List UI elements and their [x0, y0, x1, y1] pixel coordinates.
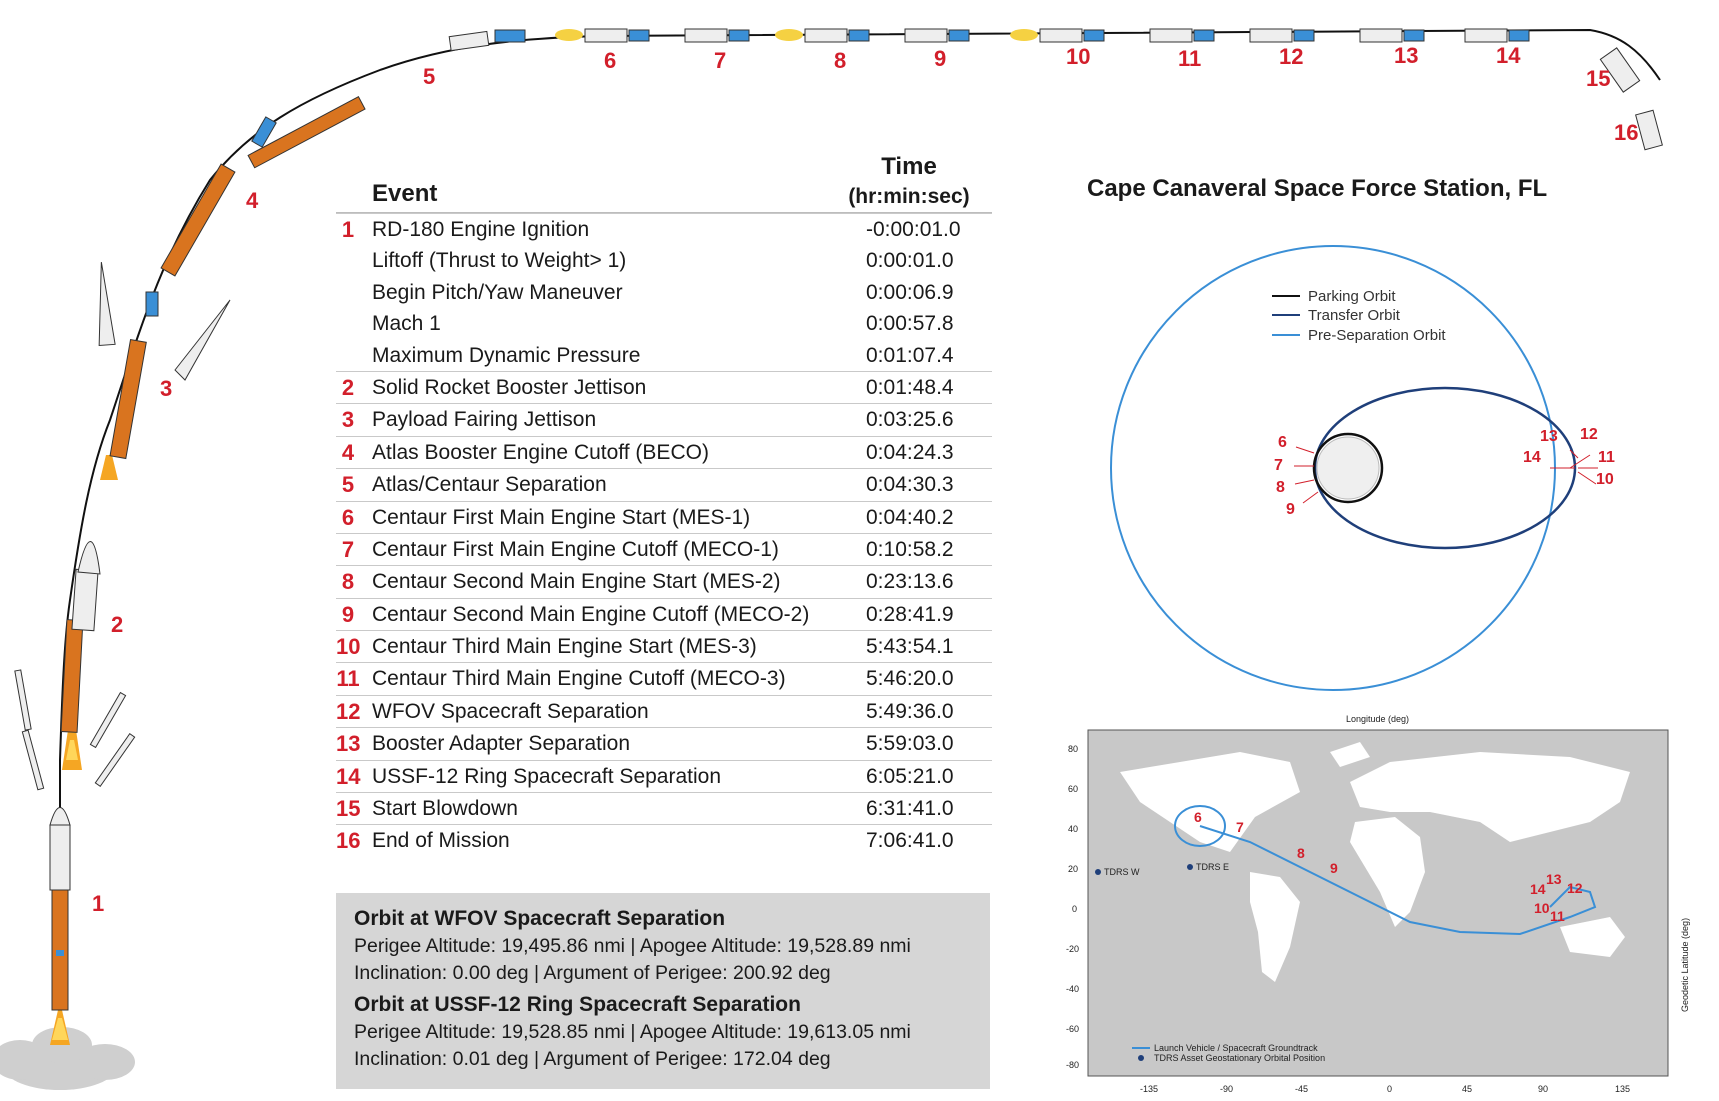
event-row — [336, 565, 992, 597]
event-time: 5:49:36.0 — [866, 699, 954, 723]
spacecraft-payload — [729, 30, 749, 41]
trajectory-label-10: 10 — [1066, 44, 1091, 69]
event-row — [336, 371, 992, 403]
event-label: Centaur Second Main Engine Cutoff (MECO-2) — [372, 602, 810, 626]
event-time: 5:43:54.1 — [866, 635, 954, 659]
svg-text:90: 90 — [1538, 1084, 1549, 1094]
event-number: 7 — [341, 536, 355, 562]
event-time: 0:04:24.3 — [866, 440, 954, 464]
event-time: 0:28:41.9 — [866, 602, 954, 626]
event-label: RD-180 Engine Ignition — [372, 218, 590, 241]
event-label: Solid Rocket Booster Jettison — [372, 375, 647, 399]
svg-text:45: 45 — [1462, 1084, 1473, 1094]
event-label: Centaur Second Main Engine Start (MES-2) — [372, 570, 781, 594]
svg-text:-90: -90 — [1220, 1084, 1234, 1094]
event-time: 6:05:21.0 — [866, 764, 954, 788]
trajectory-label-11: 11 — [1178, 46, 1202, 71]
orbit-diagram-title: Cape Canaveral Space Force Station, FL — [1087, 175, 1548, 202]
event-column-header: Event — [372, 180, 438, 207]
event-row — [336, 245, 992, 276]
map-legend-tdrs: TDRS Asset Geostationary Orbital Position — [1154, 1053, 1326, 1063]
event-label: Centaur Third Main Engine Start (MES-3) — [372, 635, 757, 659]
event-number: 6 — [341, 504, 355, 530]
svg-text:-80: -80 — [1066, 1060, 1080, 1070]
svg-text:-60: -60 — [1066, 1024, 1080, 1034]
event-number: 3 — [341, 407, 355, 433]
orbit-marker-6: 6 — [1278, 434, 1287, 451]
rocket-beco — [161, 117, 276, 276]
ussf-orbit-title: Orbit at USSF-12 Ring Spacecraft Separation — [354, 993, 801, 1016]
centaur-stage — [1150, 29, 1192, 42]
trajectory-label-3: 3 — [160, 376, 173, 401]
centaur-stage — [905, 29, 947, 42]
event-row — [336, 792, 992, 824]
trajectory-label-8: 8 — [834, 48, 847, 73]
map-marker-11: 11 — [1550, 908, 1565, 924]
trajectory-label-1: 1 — [92, 891, 105, 916]
event-label: Centaur First Main Engine Cutoff (MECO-1) — [372, 537, 779, 561]
svg-text:80: 80 — [1068, 744, 1079, 754]
wfov-orbit-title: Orbit at WFOV Spacecraft Separation — [354, 907, 726, 930]
event-time: 0:01:07.4 — [866, 343, 954, 367]
svg-text:-40: -40 — [1066, 984, 1080, 994]
event-row — [336, 403, 992, 435]
event-row — [336, 501, 992, 533]
event-label: Mach 1 — [372, 312, 441, 336]
event-number: 10 — [336, 634, 361, 660]
centaur-upper-stage-series — [555, 29, 1529, 42]
event-number: 15 — [336, 796, 361, 822]
svg-text:40: 40 — [1068, 824, 1079, 834]
event-time: 5:46:20.0 — [866, 667, 954, 691]
event-label: Liftoff (Thrust to Weight> 1) — [372, 249, 627, 273]
event-label: Centaur Third Main Engine Cutoff (MECO-3) — [372, 667, 786, 691]
rocket-liftoff — [50, 808, 70, 1046]
event-table-header — [336, 150, 992, 213]
map-marker-12: 12 — [1567, 880, 1583, 896]
svg-text:60: 60 — [1068, 784, 1079, 794]
svg-text:-20: -20 — [1066, 944, 1080, 954]
centaur-stage — [1465, 29, 1507, 42]
event-row — [336, 533, 992, 565]
centaur-stage — [685, 29, 727, 42]
tdrs-e-label: TDRS E — [1196, 862, 1230, 872]
tdrs-w-label: TDRS W — [1104, 867, 1140, 877]
svg-text:20: 20 — [1068, 864, 1079, 874]
spacecraft-payload — [1404, 30, 1424, 41]
trajectory-label-12: 12 — [1279, 44, 1304, 69]
spacecraft-payload — [1294, 30, 1314, 41]
spacecraft-payload — [1509, 30, 1529, 41]
trajectory-label-2: 2 — [111, 612, 124, 637]
event-label: Atlas/Centaur Separation — [372, 473, 607, 497]
trajectory-label-14: 14 — [1496, 43, 1521, 68]
svg-text:0: 0 — [1387, 1084, 1393, 1094]
wfov-orbit-line2: Inclination: 0.00 deg | Argument of Perigee: 200.92 deg — [354, 962, 831, 984]
event-time: 5:59:03.0 — [866, 732, 954, 756]
orbit-marker-12: 12 — [1580, 426, 1598, 443]
event-time: 6:31:41.0 — [866, 797, 954, 821]
orbit-marker-7: 7 — [1274, 457, 1283, 474]
event-row — [336, 340, 992, 371]
event-row — [336, 662, 992, 694]
centaur-stage — [1360, 29, 1402, 42]
event-label: Booster Adapter Separation — [372, 732, 631, 756]
orbit-marker-9: 9 — [1286, 501, 1295, 518]
event-label: Maximum Dynamic Pressure — [372, 343, 641, 367]
rocket-separation — [248, 30, 525, 168]
time-column-header — [834, 152, 984, 212]
event-row — [336, 468, 992, 500]
event-row — [336, 695, 992, 727]
tdrs-e-dot — [1187, 864, 1193, 870]
event-time: 0:01:48.4 — [866, 375, 954, 399]
legend-preseparation: Pre-Separation Orbit — [1308, 327, 1446, 344]
event-table — [336, 150, 992, 857]
orbit-marker-8: 8 — [1276, 479, 1285, 496]
map-marker-9: 9 — [1330, 860, 1338, 876]
event-number: 12 — [336, 698, 361, 724]
event-row — [336, 824, 992, 856]
event-time: 0:00:06.9 — [866, 280, 954, 304]
time-header-units: (hr:min:sec) — [848, 185, 970, 208]
event-row — [336, 436, 992, 468]
ussf-orbit-line2: Inclination: 0.01 deg | Argument of Perigee: 172.04 deg — [354, 1048, 831, 1070]
event-number: 16 — [336, 828, 361, 854]
legend-parking: Parking Orbit — [1308, 288, 1396, 305]
event-label: Atlas Booster Engine Cutoff (BECO) — [372, 440, 709, 464]
map-y-title: Geodetic Latitude (deg) — [1680, 917, 1690, 1012]
map-y-ticks — [1066, 744, 1079, 1070]
event-time: 0:03:25.6 — [866, 408, 954, 432]
event-label: Payload Fairing Jettison — [372, 408, 597, 432]
map-marker-14: 14 — [1530, 881, 1546, 897]
event-number: 9 — [341, 601, 355, 627]
event-row — [336, 598, 992, 630]
map-x-title: Longitude (deg) — [1346, 714, 1410, 724]
trajectory-label-16: 16 — [1614, 120, 1639, 145]
centaur-stage — [1250, 29, 1292, 42]
engine-flame — [1010, 29, 1038, 41]
trajectory-label-7: 7 — [714, 48, 727, 73]
groundtrack-map — [1050, 712, 1716, 1100]
event-number: 1 — [341, 217, 355, 242]
orbit-marker-13: 13 — [1540, 428, 1558, 445]
event-time: 0:00:57.8 — [866, 312, 954, 336]
map-marker-13: 13 — [1546, 871, 1562, 887]
rocket-fairing-jettison — [93, 262, 230, 480]
wfov-orbit-line1: Perigee Altitude: 19,495.86 nmi | Apogee Altitude: 19,528.89 nmi — [354, 935, 911, 957]
event-row — [336, 308, 992, 339]
event-label: Centaur First Main Engine Start (MES-1) — [372, 505, 751, 529]
rocket-srb-jettison — [15, 541, 135, 789]
tdrs-w-dot — [1095, 869, 1101, 875]
event-table-body — [336, 213, 992, 857]
legend-transfer: Transfer Orbit — [1308, 307, 1400, 324]
event-label: End of Mission — [372, 829, 510, 853]
orbit-info-box — [336, 893, 990, 1089]
event-label: WFOV Spacecraft Separation — [372, 699, 649, 723]
trajectory-label-6: 6 — [604, 48, 617, 73]
svg-text:135: 135 — [1615, 1084, 1631, 1094]
event-row — [336, 760, 992, 792]
earth-icon — [1317, 437, 1379, 499]
svg-text:0: 0 — [1072, 904, 1078, 914]
event-row — [336, 213, 992, 245]
svg-text:-45: -45 — [1295, 1084, 1309, 1094]
event-time: -0:00:01.0 — [866, 218, 961, 241]
spacecraft-payload — [949, 30, 969, 41]
orbit-marker-11: 11 — [1598, 449, 1615, 466]
event-label: Begin Pitch/Yaw Maneuver — [372, 280, 623, 304]
event-time: 0:04:30.3 — [866, 473, 954, 497]
spacecraft-payload — [1194, 30, 1214, 41]
event-time: 0:04:40.2 — [866, 505, 954, 529]
orbit-marker-10: 10 — [1596, 471, 1614, 488]
event-row — [336, 727, 992, 759]
event-time: 0:23:13.6 — [866, 570, 954, 594]
event-number: 8 — [341, 569, 355, 595]
spacecraft-payload — [629, 30, 649, 41]
orbit-diagram — [1100, 240, 1700, 700]
orbit-marker-14: 14 — [1523, 449, 1541, 466]
centaur-stage — [805, 29, 847, 42]
event-number: 2 — [341, 374, 355, 400]
engine-flame — [775, 29, 803, 41]
event-time: 7:06:41.0 — [866, 829, 954, 853]
event-row — [336, 630, 992, 662]
centaur-stage — [585, 29, 627, 42]
engine-flame — [555, 29, 583, 41]
spacecraft-payload — [1084, 30, 1104, 41]
event-time: 0:00:01.0 — [866, 249, 954, 273]
event-row — [336, 277, 992, 308]
event-time: 0:10:58.2 — [866, 537, 954, 561]
trajectory-label-15: 15 — [1586, 66, 1611, 91]
event-number: 5 — [341, 472, 355, 498]
trajectory-label-13: 13 — [1394, 43, 1419, 68]
map-x-ticks — [1140, 1084, 1630, 1094]
trajectory-label-5: 5 — [423, 64, 436, 89]
trajectory-label-9: 9 — [934, 46, 947, 71]
spacecraft-payload — [849, 30, 869, 41]
event-number: 14 — [336, 763, 361, 789]
centaur-stage — [1040, 29, 1082, 42]
svg-text:-135: -135 — [1140, 1084, 1159, 1094]
trajectory-label-4: 4 — [246, 188, 259, 213]
map-marker-8: 8 — [1297, 845, 1305, 861]
time-header-title: Time — [881, 153, 937, 180]
ussf-orbit-line1: Perigee Altitude: 19,528.85 nmi | Apogee Altitude: 19,613.05 nmi — [354, 1021, 911, 1043]
event-number: 4 — [341, 439, 355, 465]
event-number: 11 — [336, 666, 360, 692]
map-marker-10: 10 — [1534, 900, 1550, 916]
event-number: 13 — [336, 731, 361, 757]
event-label: USSF-12 Ring Spacecraft Separation — [372, 764, 722, 788]
map-legend-track: Launch Vehicle / Spacecraft Groundtrack — [1154, 1043, 1318, 1053]
event-label: Start Blowdown — [372, 797, 518, 821]
map-marker-7: 7 — [1236, 819, 1244, 835]
map-marker-6: 6 — [1194, 809, 1202, 825]
